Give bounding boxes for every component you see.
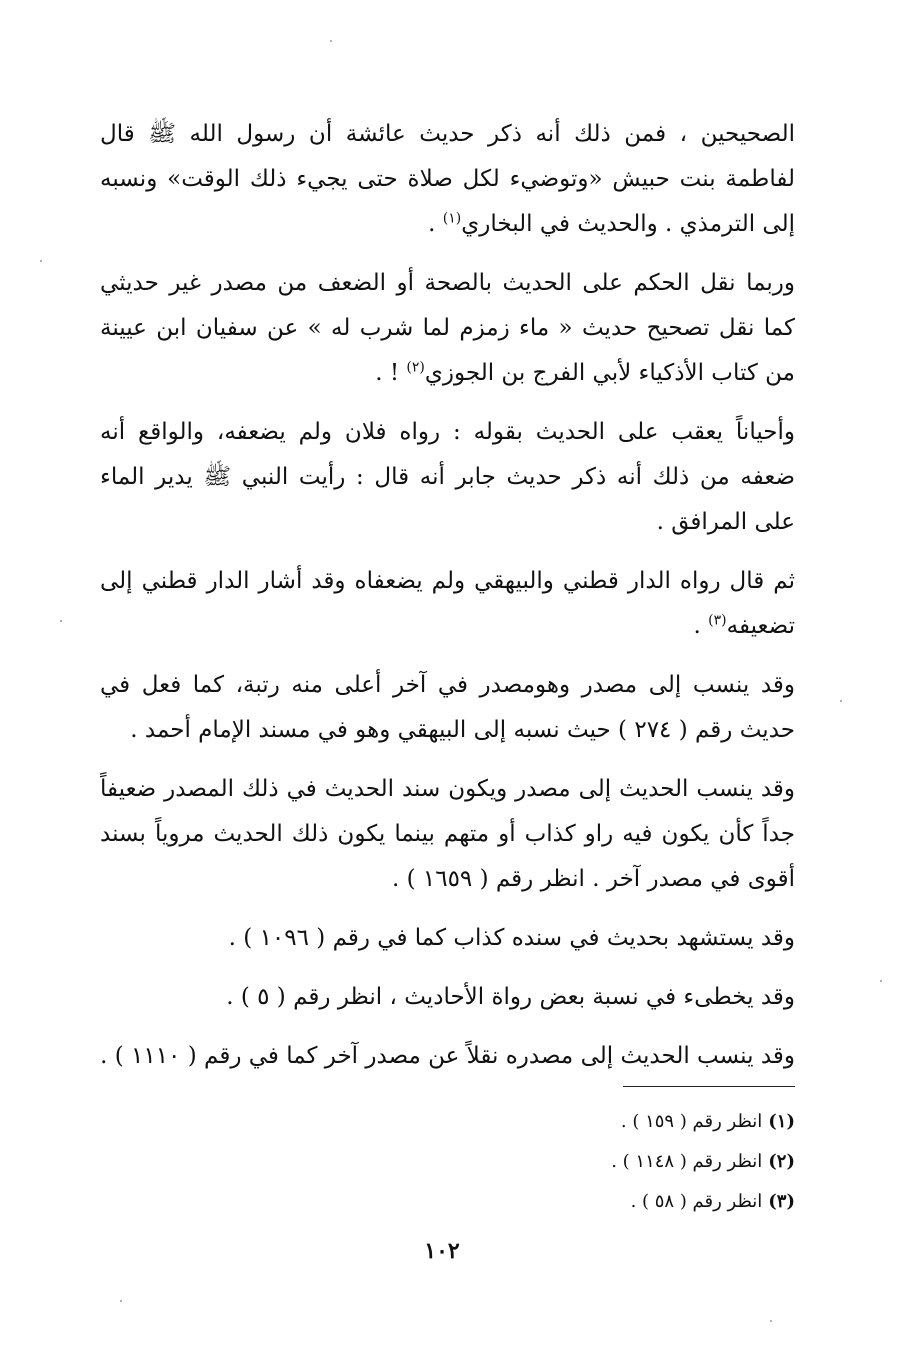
paragraph-8: وقد يخطىء في نسبة بعض رواة الأحاديث ، انظر رقم ( ٥ ) .: [226, 984, 795, 1010]
scan-speck: [40, 260, 42, 262]
footnote-ref-2: (٢): [406, 359, 425, 376]
paragraph-6: وقد ينسب الحديث إلى مصدر ويكون سند الحديث في ذلك المصدر ضعيفاً جداً كأن يكون فيه راو كذاب أو متهم بينما يكون ذلك الحديث مروياً بسند أقوى في مصدر آخر . انظر رقم ( ١٦٥٩ ) .: [100, 776, 795, 892]
paragraph-1: الصحيحين ، فمن ذلك أنه ذكر حديث عائشة أن رسول الله ﷺ قال لفاطمة بنت حبيش «وتوضيء لكل صلاة حتى يجيء ذلك الوقت» ونسبه إلى الترمذي . والحديث في البخاري$^{(١)}$ .: [100, 121, 796, 237]
footnote-2: (٢)انظر رقم ( ١١٤٨ ) .: [611, 1151, 795, 1172]
paragraph-2: وربما نقل الحكم على الحديث بالصحة أو الضعف من مصدر غير حديثي كما نقل تصحيح حديث « ماء زمزم لما شرب له » عن سفيان ابن عيينة من كتاب الأذكياء لأبي الفرج بن الجوزي$^{(٢)}$ ! .: [100, 270, 795, 386]
scan-speck: [330, 40, 332, 42]
footnote-ref-3: (٣): [708, 612, 727, 629]
paragraph-4: ثم قال رواه الدار قطني والبيهقي ولم يضعفاه وقد أشار الدار قطني إلى تضعيفه$^{(٣)}$ .: [100, 568, 795, 639]
scan-speck: [120, 1300, 122, 1302]
scan-speck: [60, 620, 62, 622]
paragraph-3: وأحياناً يعقب على الحديث بقوله : رواه فلان ولم يضعفه، والواقع أنه ضعفه من ذلك أنه ذكر حديث جابر أنه قال : رأيت النبي ﷺ يدير الماء على المرافق .: [100, 419, 795, 535]
paragraph-7: وقد يستشهد بحديث في سنده كذاب كما في رقم ( ١٠٩٦ ) .: [228, 925, 795, 951]
scan-speck: [880, 980, 882, 982]
page-body: [100, 112, 795, 1093]
footnote-divider: [623, 1086, 795, 1087]
scan-speck: [840, 700, 842, 702]
footnote-3: (٣)انظر رقم ( ٥٨ ) .: [630, 1191, 795, 1212]
footnote-ref-1: (١): [442, 210, 462, 227]
scan-speck: [770, 1320, 772, 1322]
paragraph-9: وقد ينسب الحديث إلى مصدره نقلاً عن مصدر آخر كما في رقم ( ١١١٠ ) .: [100, 1043, 795, 1069]
footnotes: [400, 1102, 795, 1222]
footnote-1: (١)انظر رقم ( ١٥٩ ) .: [620, 1111, 795, 1132]
paragraph-5: وقد ينسب إلى مصدر وهومصدر في آخر أعلى منه رتبة، كما فعل في حديث رقم ( ٢٧٤ ) حيث نسبه إلى البيهقي وهو في مسند الإمام أحمد .: [100, 672, 795, 743]
page-number: ١٠٢: [424, 1238, 460, 1264]
